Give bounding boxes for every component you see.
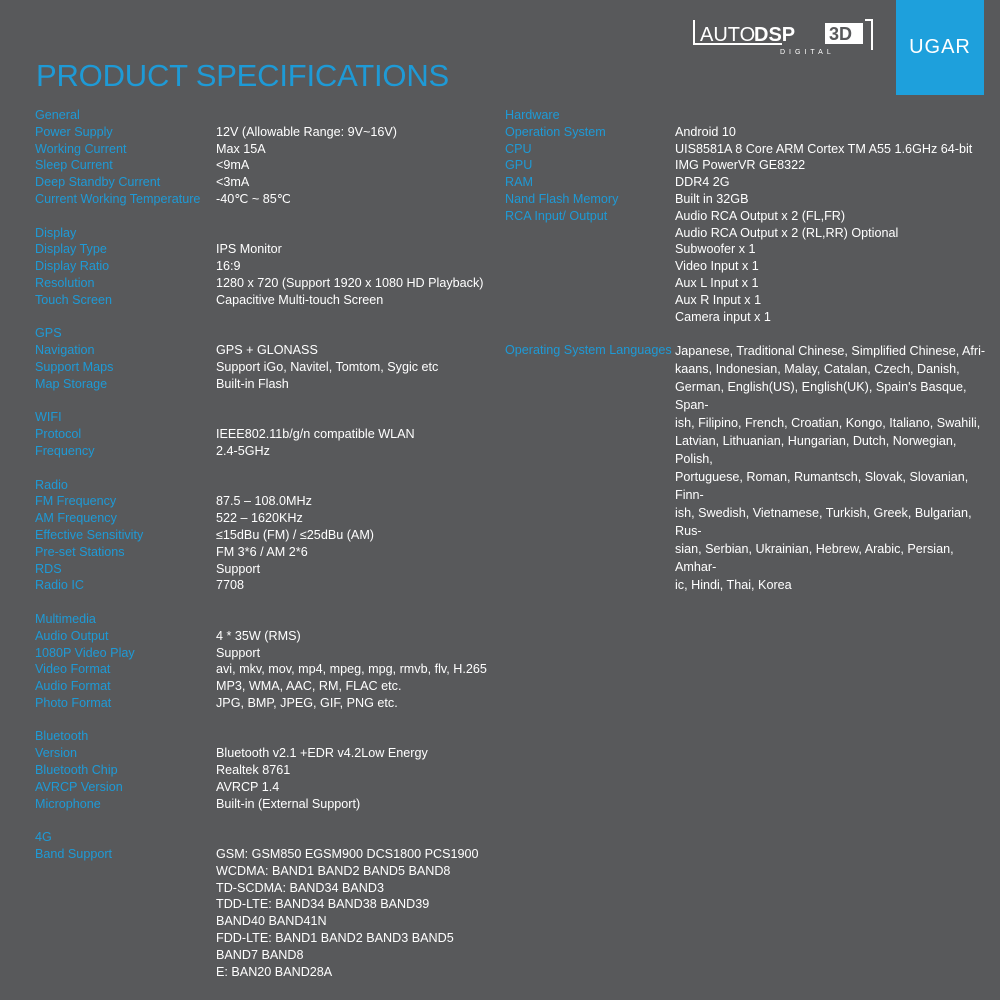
spec-value: Support iGo, Navitel, Tomtom, Sygic etc <box>216 359 439 374</box>
spec-value: E: BAN20 BAND28A <box>216 964 333 979</box>
spec-value: Max 15A <box>216 141 266 156</box>
section-header-hardware: Hardware <box>505 108 560 122</box>
spec-row <box>35 191 505 208</box>
spec-label: AVRCP Version <box>35 779 123 794</box>
spec-row <box>35 678 505 695</box>
spec-row <box>35 443 505 460</box>
spec-row <box>35 762 505 779</box>
spec-row <box>35 376 505 393</box>
spec-label: 1080P Video Play <box>35 645 135 660</box>
spec-label: Touch Screen <box>35 292 113 307</box>
specs-right-column <box>505 107 995 593</box>
spec-row <box>35 846 505 863</box>
spec-label: RDS <box>35 561 62 576</box>
logo-3d-text: 3D <box>829 24 853 44</box>
spec-label: Operation System <box>505 124 606 139</box>
specs-left-column <box>35 107 505 980</box>
section-gap <box>505 325 995 342</box>
languages-row <box>505 342 995 593</box>
spec-value: Subwoofer x 1 <box>675 242 756 257</box>
spec-value: BAND40 BAND41N <box>216 914 327 929</box>
spec-value: 16:9 <box>216 259 241 274</box>
section-header-display: Display <box>35 225 77 240</box>
spec-value: Support <box>216 645 261 660</box>
autodsp-logo <box>692 18 875 56</box>
logo-digital-text: DIGITAL <box>780 49 835 56</box>
spec-value: GPS + GLONASS <box>216 343 318 358</box>
spec-label: Audio Format <box>35 679 111 694</box>
spec-row <box>35 527 505 544</box>
spec-value: Aux L Input x 1 <box>675 275 759 290</box>
section-header-4g: 4G <box>35 830 52 845</box>
spec-label: Display Type <box>35 242 107 257</box>
spec-label: Microphone <box>35 796 101 811</box>
spec-value: JPG, BMP, JPEG, GIF, PNG etc. <box>216 695 398 710</box>
spec-label: Bluetooth Chip <box>35 763 118 778</box>
spec-row <box>35 863 505 880</box>
spec-label: Band Support <box>35 847 113 862</box>
spec-label: Power Supply <box>35 124 113 139</box>
section-header-bluetooth: Bluetooth <box>35 729 89 744</box>
spec-label: Support Maps <box>35 359 114 374</box>
spec-value: IPS Monitor <box>216 242 282 257</box>
spec-row <box>35 745 505 762</box>
spec-row <box>505 241 995 258</box>
spec-row <box>505 174 995 191</box>
spec-value: Camera input x 1 <box>675 309 771 324</box>
spec-value: 87.5 – 108.0MHz <box>216 494 312 509</box>
spec-row <box>35 577 505 594</box>
section-header-radio: Radio <box>35 477 68 492</box>
spec-row <box>505 258 995 275</box>
spec-value: Audio RCA Output x 2 (RL,RR) Optional <box>675 225 899 240</box>
spec-row <box>35 426 505 443</box>
spec-value: AVRCP 1.4 <box>216 779 280 794</box>
section-header-wifi: WIFI <box>35 410 62 425</box>
spec-value: GSM: GSM850 EGSM900 DCS1800 PCS1900 <box>216 847 479 862</box>
section-gap <box>35 812 505 829</box>
spec-label: Deep Standby Current <box>35 175 161 190</box>
section-gap <box>35 309 505 326</box>
spec-row <box>35 258 505 275</box>
spec-row <box>35 561 505 578</box>
spec-value: TDD-LTE: BAND34 BAND38 BAND39 <box>216 897 430 912</box>
spec-label: Protocol <box>35 427 82 442</box>
spec-value: avi, mkv, mov, mp4, mpeg, mpg, rmvb, flv, H.265 <box>216 662 487 677</box>
spec-value: UIS8581A 8 Core ARM Cortex TM A55 1.6GHz 64-bit <box>675 141 973 156</box>
spec-label: GPU <box>505 158 533 173</box>
spec-value: -40℃ ~ 85℃ <box>216 191 291 206</box>
spec-row <box>35 779 505 796</box>
spec-row <box>505 124 995 141</box>
spec-value: 4 * 35W (RMS) <box>216 628 301 643</box>
spec-row <box>35 661 505 678</box>
spec-row <box>35 544 505 561</box>
section-gap <box>35 594 505 611</box>
spec-value: IEEE802.11b/g/n compatible WLAN <box>216 427 415 442</box>
spec-value: <9mA <box>216 158 250 173</box>
spec-value: Built in 32GB <box>675 191 749 206</box>
spec-row <box>35 359 505 376</box>
spec-value: Android 10 <box>675 124 736 139</box>
spec-label: CPU <box>505 141 532 156</box>
spec-row <box>505 157 995 174</box>
spec-value: Realtek 8761 <box>216 763 291 778</box>
spec-label: Sleep Current <box>35 158 113 173</box>
spec-label: RCA Input/ Output <box>505 208 608 223</box>
spec-row <box>35 695 505 712</box>
spec-row <box>505 208 995 225</box>
spec-value: Bluetooth v2.1 +EDR v4.2Low Energy <box>216 746 428 761</box>
spec-value: Video Input x 1 <box>675 259 759 274</box>
spec-row <box>35 947 505 964</box>
spec-value: Built-in (External Support) <box>216 796 361 811</box>
spec-label: Resolution <box>35 275 95 290</box>
spec-label: Map Storage <box>35 376 108 391</box>
spec-row <box>35 896 505 913</box>
spec-label: FM Frequency <box>35 494 117 509</box>
spec-value: Aux R Input x 1 <box>675 292 762 307</box>
spec-value: IMG PowerVR GE8322 <box>675 158 806 173</box>
logo-dsp-text: DSP <box>754 24 796 46</box>
spec-label: AM Frequency <box>35 511 117 526</box>
spec-label: Nand Flash Memory <box>505 191 619 206</box>
spec-row <box>35 796 505 813</box>
spec-row <box>35 241 505 258</box>
section-header-multimedia: Multimedia <box>35 611 96 626</box>
spec-value: ≤15dBu (FM) / ≤25dBu (AM) <box>216 527 374 542</box>
spec-row <box>35 141 505 158</box>
spec-row <box>35 964 505 981</box>
spec-row <box>35 930 505 947</box>
spec-value: Support <box>216 561 261 576</box>
spec-label: Radio IC <box>35 578 84 593</box>
spec-row <box>35 157 505 174</box>
spec-row <box>35 880 505 897</box>
section-header-gps: GPS <box>35 326 62 341</box>
spec-label: Audio Output <box>35 628 109 643</box>
spec-row <box>35 124 505 141</box>
spec-value: <3mA <box>216 175 250 190</box>
spec-row <box>35 628 505 645</box>
spec-row <box>35 493 505 510</box>
languages-list: Japanese, Traditional Chinese, Simplified Chinese, Afri- kaans, Indonesian, Malay, Catalan, Czech, Danish, German, English(US), English(UK), Spain's Basque, Span- ish, Filipino, French, Croatian, Kongo, Italiano, Swahili, Latvian, Lithuanian, Hungarian, Dutch, Norwegian, Polish, Portuguese, Roman, Rumantsch, Slovak, Slovanian, Finn- ish, Swedish, Vietnamese, Turkish, Greek, Bulgarian, Rus- sian, Serbian, Ukrainian, Hebrew, Arabic, Persian, Amhar- ic, Hindi, Thai, Korea <box>675 344 986 593</box>
spec-row <box>505 309 995 326</box>
spec-row <box>35 342 505 359</box>
spec-row <box>35 275 505 292</box>
spec-value: TD-SCDMA: BAND34 BAND3 <box>216 880 384 895</box>
section-header-general: General <box>35 108 80 122</box>
spec-row <box>505 141 995 158</box>
spec-value: 2.4-5GHz <box>216 443 270 458</box>
spec-label: Working Current <box>35 141 127 156</box>
spec-value: Built-in Flash <box>216 376 289 391</box>
section-gap <box>35 460 505 477</box>
spec-value: FM 3*6 / AM 2*6 <box>216 544 308 559</box>
spec-row <box>505 292 995 309</box>
languages-label: Operating System Languages <box>505 343 672 358</box>
spec-label: Pre-set Stations <box>35 544 125 559</box>
spec-label: Photo Format <box>35 695 112 710</box>
spec-row <box>35 292 505 309</box>
spec-row <box>35 510 505 527</box>
ugar-logo <box>896 0 984 95</box>
section-gap <box>35 712 505 729</box>
spec-row <box>35 645 505 662</box>
page-title: PRODUCT SPECIFICATIONS <box>36 58 449 93</box>
spec-label: Navigation <box>35 343 95 358</box>
spec-row <box>505 191 995 208</box>
logo-auto-text: AUTO <box>700 24 756 46</box>
spec-value: FDD-LTE: BAND1 BAND2 BAND3 BAND5 <box>216 931 454 946</box>
spec-value: 522 – 1620KHz <box>216 511 303 526</box>
spec-value: MP3, WMA, AAC, RM, FLAC etc. <box>216 679 402 694</box>
spec-label: Effective Sensitivity <box>35 527 144 542</box>
spec-label: RAM <box>505 175 533 190</box>
spec-value: WCDMA: BAND1 BAND2 BAND5 BAND8 <box>216 863 451 878</box>
ugar-logo-text: UGAR <box>909 36 971 58</box>
spec-label: Video Format <box>35 662 111 677</box>
spec-label: Display Ratio <box>35 259 110 274</box>
spec-row <box>35 174 505 191</box>
spec-row <box>505 275 995 292</box>
spec-row <box>505 225 995 242</box>
spec-value: Audio RCA Output x 2 (FL,FR) <box>675 208 846 223</box>
spec-label: Version <box>35 746 78 761</box>
spec-label: Frequency <box>35 443 95 458</box>
section-gap <box>35 208 505 225</box>
spec-value: BAND7 BAND8 <box>216 947 304 962</box>
spec-value: Capacitive Multi-touch Screen <box>216 292 384 307</box>
spec-value: 12V (Allowable Range: 9V~16V) <box>216 124 397 139</box>
spec-value: 7708 <box>216 578 245 593</box>
section-gap <box>35 393 505 410</box>
spec-label: Current Working Temperature <box>35 191 201 206</box>
spec-value: 1280 x 720 (Support 1920 x 1080 HD Playback) <box>216 275 484 290</box>
spec-row <box>35 913 505 930</box>
spec-value: DDR4 2G <box>675 175 730 190</box>
